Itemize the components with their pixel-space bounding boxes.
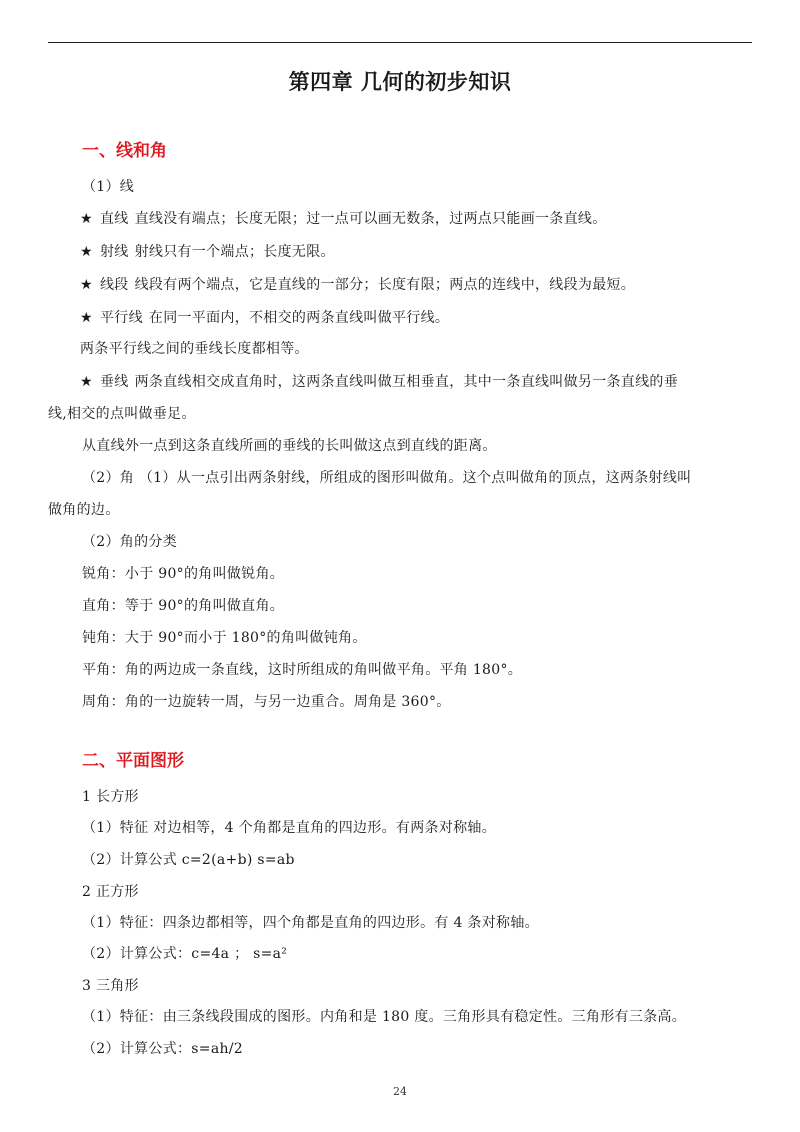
square-formula: （2）计算公式：c=4a ； s=a² — [82, 946, 288, 962]
bullet-perpendicular — [80, 371, 678, 391]
item-line: （1）线 — [82, 179, 135, 195]
triangle-formula: （2）计算公式：s=ah/2 — [82, 1041, 244, 1057]
parallel-note: 两条平行线之间的垂线长度都相等。 — [80, 341, 309, 357]
angle-classification: （2）角的分类 — [82, 534, 178, 550]
section-heading-plane-figures: 二、平面图形 — [82, 751, 184, 771]
section-heading-lines-angles: 一、线和角 — [82, 141, 167, 161]
angle-definition: （2）角 （1）从一点引出两条射线，所组成的图形叫做角。这个点叫做角的顶点，这两条射线叫 — [82, 470, 692, 486]
term: 垂线 — [100, 374, 129, 390]
bullet-parallel — [80, 307, 449, 327]
acute-angle: 锐角：小于 90°的角叫做锐角。 — [82, 566, 285, 582]
rectangle-title: 1 长方形 — [82, 789, 139, 805]
star-icon: ★ — [80, 374, 93, 390]
chapter-title: 第四章 几何的初步知识 — [288, 70, 512, 94]
square-title: 2 正方形 — [82, 884, 139, 900]
star-icon: ★ — [80, 244, 93, 260]
term: 射线 — [100, 244, 129, 260]
triangle-title: 3 三角形 — [82, 978, 139, 994]
definition: 射线只有一个端点；长度无限。 — [134, 244, 335, 260]
right-angle: 直角：等于 90°的角叫做直角。 — [82, 598, 285, 614]
bullet-straight-line — [80, 208, 607, 228]
rectangle-feature: （1）特征 对边相等，4 个角都是直角的四边形。有两条对称轴。 — [82, 820, 497, 836]
rectangle-formula: （2）计算公式 c=2(a+b) s=ab — [82, 852, 295, 868]
term: 线段 — [100, 277, 129, 293]
distance-note: 从直线外一点到这条直线所画的垂线的长叫做这点到直线的距离。 — [82, 438, 497, 454]
definition: 两条直线相交成直角时，这两条直线叫做互相垂直，其中一条直线叫做另一条直线的垂 — [134, 374, 679, 390]
term: 直线 — [100, 211, 129, 227]
star-icon: ★ — [80, 211, 93, 227]
definition: 在同一平面内，不相交的两条直线叫做平行线。 — [148, 310, 450, 326]
definition: 直线没有端点；长度无限；过一点可以画无数条，过两点只能画一条直线。 — [134, 211, 607, 227]
definition: 线段有两个端点，它是直线的一部分；长度有限；两点的连线中，线段为最短。 — [134, 277, 636, 293]
angle-definition-continuation: 做角的边。 — [48, 502, 120, 518]
bullet-ray — [80, 241, 335, 261]
star-icon: ★ — [80, 277, 93, 293]
page-number: 24 — [393, 1085, 407, 1098]
header-rule — [48, 42, 752, 43]
straight-angle: 平角：角的两边成一条直线，这时所组成的角叫做平角。平角 180°。 — [82, 662, 523, 678]
term: 平行线 — [100, 310, 143, 326]
obtuse-angle: 钝角：大于 90°而小于 180°的角叫做钝角。 — [82, 630, 367, 646]
square-feature: （1）特征：四条边都相等，四个角都是直角的四边形。有 4 条对称轴。 — [82, 915, 539, 931]
bullet-segment — [80, 274, 635, 294]
full-angle: 周角：角的一边旋转一周，与另一边重合。周角是 360°。 — [82, 694, 451, 710]
star-icon: ★ — [80, 310, 93, 326]
triangle-feature: （1）特征：由三条线段围成的图形。内角和是 180 度。三角形具有稳定性。三角形有三条高。 — [82, 1009, 687, 1025]
perpendicular-continuation: 线,相交的点叫做垂足。 — [48, 406, 196, 422]
